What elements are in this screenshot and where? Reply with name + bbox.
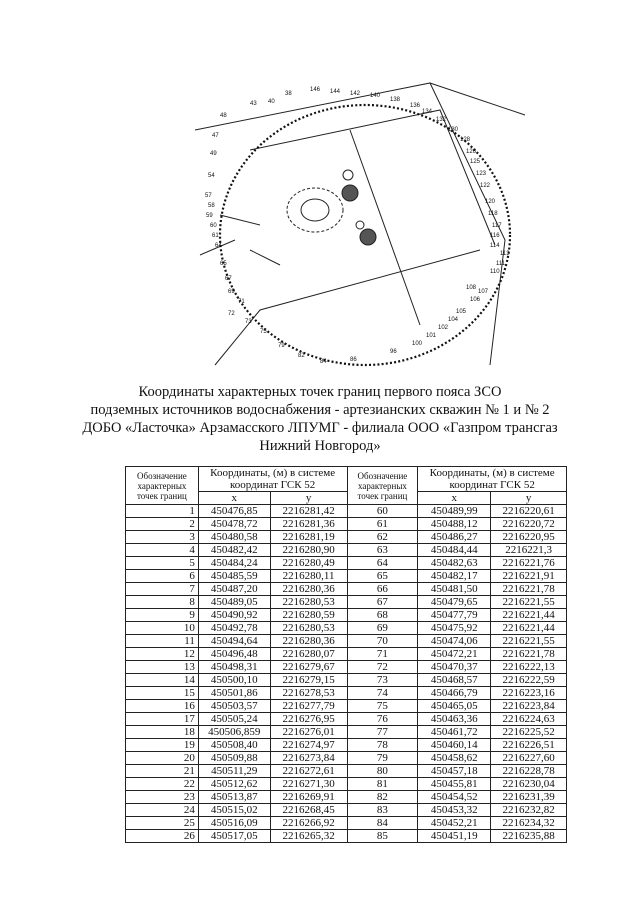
title-line-4: Нижний Новгород» [259,438,381,454]
coord-x: 450486,27 [418,531,491,544]
svg-text:126: 126 [466,149,477,155]
coord-x: 450503,57 [198,700,270,713]
coord-x: 450482,17 [418,570,491,583]
table-row [126,609,567,622]
point-number: 17 [126,713,199,726]
coord-x: 450452,21 [418,817,491,830]
svg-text:104: 104 [448,317,459,323]
point-number: 81 [347,778,418,791]
point-number: 7 [126,583,199,596]
coord-y: 2216266,92 [270,817,347,830]
svg-text:58: 58 [208,203,215,209]
header-coords-right: Координаты, (м) в системе координат ГСК 52 [418,467,567,492]
coord-x: 450485,59 [198,570,270,583]
point-number: 82 [347,791,418,804]
coord-y: 2216224,63 [491,713,567,726]
point-number: 67 [347,596,418,609]
svg-text:65: 65 [220,261,227,267]
header-x-right: x [418,492,491,505]
coord-y: 2216279,67 [270,661,347,674]
point-number: 65 [347,570,418,583]
coord-y: 2216277,79 [270,700,347,713]
header-point-left: Обозначение характерных точек границ [126,467,199,505]
coord-y: 2216220,95 [491,531,567,544]
header-point-right: Обозначение характерных точек границ [347,467,418,505]
point-number: 73 [347,674,418,687]
point-number: 85 [347,830,418,843]
svg-text:96: 96 [390,349,397,355]
svg-text:142: 142 [350,91,361,97]
header-y-right: y [491,492,567,505]
point-number: 60 [347,505,418,518]
coord-y: 2216221,91 [491,570,567,583]
table-row [126,674,567,687]
header-coords-left: Координаты, (м) в системе координат ГСК 52 [198,467,347,492]
coord-y: 2216278,53 [270,687,347,700]
table-row [126,700,567,713]
coord-y: 2216269,91 [270,791,347,804]
point-number: 78 [347,739,418,752]
coord-x: 450475,92 [418,622,491,635]
coord-x: 450460,14 [418,739,491,752]
svg-text:60: 60 [210,223,217,229]
coord-y: 2216227,60 [491,752,567,765]
table-row [126,739,567,752]
svg-text:57: 57 [205,193,212,199]
coord-x: 450451,19 [418,830,491,843]
point-number: 62 [347,531,418,544]
point-number: 83 [347,804,418,817]
point-number: 8 [126,596,199,609]
point-number: 13 [126,661,199,674]
coord-y: 2216223,84 [491,700,567,713]
coord-y: 2216220,61 [491,505,567,518]
coord-y: 2216280,36 [270,635,347,648]
table-row [126,596,567,609]
svg-text:125: 125 [470,159,481,165]
coord-x: 450465,05 [418,700,491,713]
coord-x: 450508,40 [198,739,270,752]
svg-text:110: 110 [490,269,500,275]
coord-y: 2216271,30 [270,778,347,791]
point-number: 15 [126,687,199,700]
coord-y: 2216280,53 [270,596,347,609]
table-row [126,713,567,726]
coord-x: 450489,05 [198,596,270,609]
coord-x: 450482,42 [198,544,270,557]
coord-y: 2216221,78 [491,648,567,661]
point-number: 84 [347,817,418,830]
coord-x: 450488,12 [418,518,491,531]
coord-x: 450463,36 [418,713,491,726]
coord-y: 2216280,53 [270,622,347,635]
table-row [126,583,567,596]
point-number: 77 [347,726,418,739]
svg-text:111: 111 [496,261,506,267]
svg-text:118: 118 [488,211,498,217]
table-row [126,765,567,778]
point-number: 75 [347,700,418,713]
point-number: 19 [126,739,199,752]
table-row [126,661,567,674]
coord-x: 450461,72 [418,726,491,739]
point-number: 20 [126,752,199,765]
coord-y: 2216276,95 [270,713,347,726]
coord-x: 450489,99 [418,505,491,518]
coord-x: 450517,05 [198,830,270,843]
header-y-left: y [270,492,347,505]
coord-y: 2216234,32 [491,817,567,830]
svg-text:82: 82 [298,353,305,359]
svg-text:61: 61 [212,233,219,239]
svg-text:108: 108 [466,285,477,291]
svg-text:105: 105 [456,309,467,315]
svg-text:117: 117 [492,223,502,229]
coord-y: 2216223,16 [491,687,567,700]
coord-x: 450474,06 [418,635,491,648]
point-number: 61 [347,518,418,531]
coord-x: 450512,62 [198,778,270,791]
svg-text:71: 71 [238,299,245,305]
coord-x: 450509,88 [198,752,270,765]
coord-y: 2216280,59 [270,609,347,622]
point-number: 76 [347,713,418,726]
coord-y: 2216222,59 [491,674,567,687]
coord-y: 2216228,78 [491,765,567,778]
survey-map [190,75,530,375]
svg-text:73: 73 [245,319,252,325]
table-row [126,570,567,583]
coord-x: 450484,24 [198,557,270,570]
coord-x: 450513,87 [198,791,270,804]
svg-text:113: 113 [500,251,510,257]
point-number: 9 [126,609,199,622]
svg-text:123: 123 [476,171,487,177]
svg-text:72: 72 [228,311,235,317]
point-number: 72 [347,661,418,674]
coordinates-table [125,466,567,843]
coord-x: 450511,29 [198,765,270,778]
structures [220,170,376,265]
coord-y: 2216273,84 [270,752,347,765]
point-number: 16 [126,700,199,713]
svg-text:79: 79 [278,343,285,349]
point-number: 22 [126,778,199,791]
svg-text:138: 138 [390,97,401,103]
map-labels [205,87,510,365]
point-number: 25 [126,817,199,830]
svg-text:146: 146 [310,87,321,93]
point-number: 18 [126,726,199,739]
table-row [126,791,567,804]
svg-text:47: 47 [212,133,219,139]
svg-text:100: 100 [412,341,423,347]
point-number: 26 [126,830,199,843]
svg-text:38: 38 [285,91,292,97]
coord-x: 450516,09 [198,817,270,830]
table-row [126,752,567,765]
point-number: 74 [347,687,418,700]
coord-y: 2216276,01 [270,726,347,739]
coord-x: 450501,86 [198,687,270,700]
header-x-left: x [198,492,270,505]
point-number: 14 [126,674,199,687]
coord-x: 450476,85 [198,505,270,518]
title-line-2: подземных источников водоснабжения - артезианских скважин № 1 и № 2 [90,402,550,418]
coord-x: 450500,10 [198,674,270,687]
svg-text:48: 48 [220,113,227,119]
coord-x: 450457,18 [418,765,491,778]
point-number: 24 [126,804,199,817]
coord-y: 2216230,04 [491,778,567,791]
coord-x: 450455,81 [418,778,491,791]
point-number: 68 [347,609,418,622]
svg-text:102: 102 [438,325,449,331]
point-number: 69 [347,622,418,635]
table-row [126,726,567,739]
point-number: 79 [347,752,418,765]
coord-x: 450466,79 [418,687,491,700]
coord-x: 450453,32 [418,804,491,817]
svg-text:86: 86 [350,357,357,363]
coord-y: 2216274,97 [270,739,347,752]
svg-text:120: 120 [485,199,496,205]
coord-x: 450458,62 [418,752,491,765]
coord-y: 2216280,49 [270,557,347,570]
point-number: 21 [126,765,199,778]
coord-y: 2216265,32 [270,830,347,843]
table-row [126,518,567,531]
svg-text:67: 67 [225,276,232,282]
coord-x: 450477,79 [418,609,491,622]
svg-text:69: 69 [228,289,235,295]
svg-text:59: 59 [206,213,213,219]
table-row [126,505,567,518]
coord-y: 2216268,45 [270,804,347,817]
coord-x: 450487,20 [198,583,270,596]
svg-text:75: 75 [260,329,267,335]
point-number: 80 [347,765,418,778]
svg-text:106: 106 [470,297,481,303]
table-row [126,635,567,648]
table-row [126,622,567,635]
table-row [126,531,567,544]
svg-text:140: 140 [370,93,381,99]
svg-text:43: 43 [250,101,257,107]
coord-x: 450492,78 [198,622,270,635]
coord-y: 2216280,36 [270,583,347,596]
point-number: 1 [126,505,199,518]
coord-y: 2216221,44 [491,622,567,635]
coord-x: 450454,52 [418,791,491,804]
point-number: 63 [347,544,418,557]
coord-x: 450482,63 [418,557,491,570]
coord-x: 450498,31 [198,661,270,674]
coord-y: 2216281,19 [270,531,347,544]
coord-x: 450481,50 [418,583,491,596]
coord-x: 450490,92 [198,609,270,622]
coord-x: 450505,24 [198,713,270,726]
table-row [126,544,567,557]
coord-x: 450484,44 [418,544,491,557]
coord-y: 2216221,3 [491,544,567,557]
point-number: 5 [126,557,199,570]
coord-x: 450470,37 [418,661,491,674]
coord-y: 2216221,78 [491,583,567,596]
svg-text:136: 136 [410,103,421,109]
point-number: 23 [126,791,199,804]
svg-text:64: 64 [215,243,222,249]
coord-y: 2216220,72 [491,518,567,531]
coord-y: 2216221,44 [491,609,567,622]
coord-y: 2216235,88 [491,830,567,843]
point-number: 2 [126,518,199,531]
coord-y: 2216226,51 [491,739,567,752]
coord-x: 450472,21 [418,648,491,661]
coord-y: 2216225,52 [491,726,567,739]
coord-y: 2216280,90 [270,544,347,557]
coord-y: 2216281,36 [270,518,347,531]
coord-x: 450478,72 [198,518,270,531]
svg-text:49: 49 [210,151,217,157]
point-number: 71 [347,648,418,661]
svg-text:128: 128 [460,137,471,143]
svg-text:134: 134 [422,109,433,115]
coord-y: 2216221,55 [491,596,567,609]
svg-text:116: 116 [490,233,500,239]
title-line-3: ДОБО «Ласточка» Арзамасского ЛПУМГ - филиала ООО «Газпром трансгаз [82,420,558,436]
point-number: 66 [347,583,418,596]
coord-y: 2216221,76 [491,557,567,570]
coord-x: 450515,02 [198,804,270,817]
point-number: 10 [126,622,199,635]
point-number: 64 [347,557,418,570]
svg-text:114: 114 [490,243,500,249]
table-row [126,648,567,661]
table-row [126,687,567,700]
table-row [126,557,567,570]
svg-text:144: 144 [330,89,341,95]
coord-y: 2216221,55 [491,635,567,648]
point-number: 4 [126,544,199,557]
table-row [126,830,567,843]
point-number: 3 [126,531,199,544]
title-line-1: Координаты характерных точек границ первого пояса ЗСО [138,384,502,400]
svg-text:122: 122 [480,183,491,189]
coord-x: 450468,57 [418,674,491,687]
point-number: 70 [347,635,418,648]
point-number: 11 [126,635,199,648]
svg-text:54: 54 [208,173,215,179]
table-row [126,817,567,830]
coord-x: 450479,65 [418,596,491,609]
table-row [126,804,567,817]
coord-y: 2216272,61 [270,765,347,778]
point-number: 6 [126,570,199,583]
svg-text:107: 107 [478,289,489,295]
coord-y: 2216281,42 [270,505,347,518]
coord-y: 2216279,15 [270,674,347,687]
table-row [126,778,567,791]
document-title [60,383,580,455]
svg-text:101: 101 [426,333,437,339]
coord-x: 450494,64 [198,635,270,648]
coord-y: 2216222,13 [491,661,567,674]
coord-y: 2216280,07 [270,648,347,661]
coordinates-table-body [126,505,567,843]
coord-y: 2216280,11 [270,570,347,583]
point-number: 12 [126,648,199,661]
svg-text:40: 40 [268,99,275,105]
coord-x: 450496,48 [198,648,270,661]
coord-x: 450480,58 [198,531,270,544]
coord-x: 450506,859 [198,726,270,739]
coord-y: 2216232,82 [491,804,567,817]
coord-y: 2216231,39 [491,791,567,804]
svg-text:130: 130 [448,127,459,133]
svg-text:132: 132 [436,117,447,123]
svg-text:84: 84 [320,359,327,365]
